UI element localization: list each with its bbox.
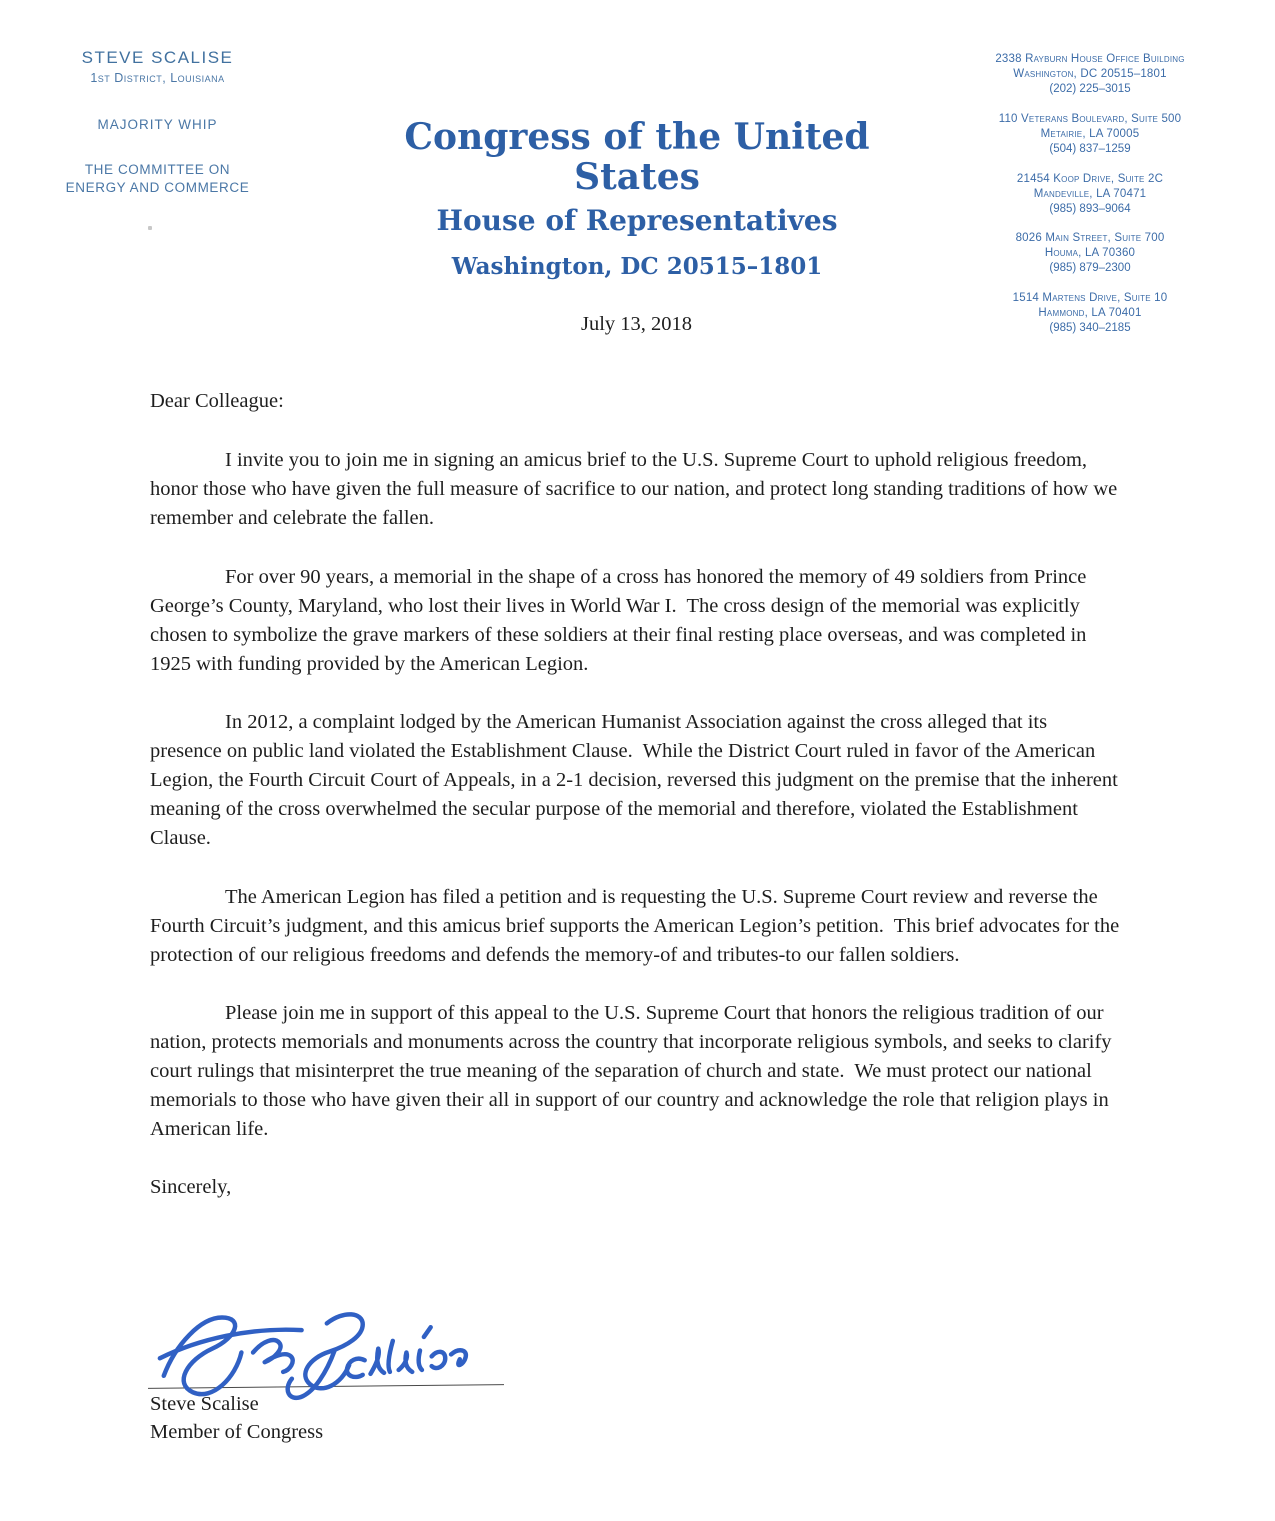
office-phone: (985) 340–2185 [1049,322,1131,335]
member-title: MAJORITY WHIP [97,117,218,132]
signer-name: Steve Scalise [150,1393,259,1415]
letter-body [150,310,1123,1203]
signer-title: Member of Congress [150,1421,324,1444]
congressional-masthead [337,118,937,280]
office-address [930,112,1250,157]
office-address [930,172,1250,217]
office-city: Hammond, LA 70401 [1038,307,1142,320]
office-city: Washington, DC 20515–1801 [1013,67,1167,80]
paragraph-2: For over 90 years, a memorial in the shape of a cross has honored the memory of 49 soldiers from Prince George’s County, Maryland, who lost their lives in World War I. The cross design of the memorial was explicitly chosen to symbolize the grave markers of these soldiers at their final resting place overseas, and was completed in 1925 with funding provided by the American Legion. [150,565,1092,675]
office-address [930,231,1250,276]
paragraph-4: The American Legion has filed a petition and is requesting the U.S. Supreme Court review and reverse the Fourth Circuit’s judgment, and this amicus brief supports the American Legion’s petition. This brief advocates for the protection of our religious freedoms and defends the memory-of and tributes-to our fallen soldiers. [150,885,1125,966]
member-committee [55,161,260,197]
scan-artifact-dot [148,226,152,230]
member-info-block [55,48,260,197]
handwritten-signature-icon [156,1300,486,1404]
office-street: 110 Veterans Boulevard, Suite 500 [998,112,1182,125]
paragraph-1: I invite you to join me in signing an amicus brief to the U.S. Supreme Court to uphold religious freedom, honor those who have given the full measure of sacrifice to our nation, and protect long standing traditions of how we remember and celebrate the fallen. [150,449,1123,530]
salutation: Dear Colleague: [150,390,284,413]
office-street: 2338 Rayburn House Office Building [995,53,1185,65]
letter-date: July 13, 2018 [580,313,693,335]
office-phone: (504) 837–1259 [1049,142,1131,155]
office-street: 8026 Main Street, Suite 700 [1015,232,1165,245]
masthead-line-3: Washington, DC 20515–1801 [451,253,823,281]
office-address-list [930,52,1250,351]
signature-block [150,1390,323,1447]
member-name: STEVE SCALISE [81,48,234,67]
office-street: 21454 Koop Drive, Suite 2C [1016,172,1164,185]
office-phone: (985) 893–9064 [1049,202,1131,215]
office-city: Mandeville, LA 70471 [1033,187,1147,200]
office-phone: (985) 879–2300 [1049,262,1131,275]
masthead-line-1: Congress of the United States [404,116,870,198]
office-phone: (202) 225–3015 [1049,82,1131,95]
valediction: Sincerely, [150,1176,232,1199]
committee-line-2: ENERGY AND COMMERCE [65,180,250,196]
committee-line-1: THE COMMITTEE ON [84,162,231,177]
masthead-line-2: House of Representatives [436,204,838,238]
office-city: Houma, LA 70360 [1044,247,1136,260]
office-city: Metairie, LA 70005 [1040,127,1140,140]
paragraph-5: Please join me in support of this appeal to the U.S. Supreme Court that honors the religious tradition of our nation, protects memorials and monuments across the country that incorporate religious symbols, and seeks to clarify court rulings that misinterpret the true meaning of the separation of church and state. We must protect our national memorials to those who have given their all in support of our country and acknowledge the role that religion plays in American life. [150,1001,1117,1141]
office-address [930,52,1250,97]
office-street: 1514 Martens Drive, Suite 10 [1012,292,1168,305]
paragraph-3: In 2012, a complaint lodged by the American Humanist Association against the cross alleged that its presence on public land violated the Establishment Clause. While the District Court ruled in favor of the American Legion, the Fourth Circuit Court of Appeals, in a 2-1 decision, reversed this judgment on the premise that the inherent meaning of the cross overwhelmed the secular purpose of the memorial and therefore, violated the Establishment Clause. [150,710,1123,850]
member-district: 1st District, Louisiana [90,71,225,85]
